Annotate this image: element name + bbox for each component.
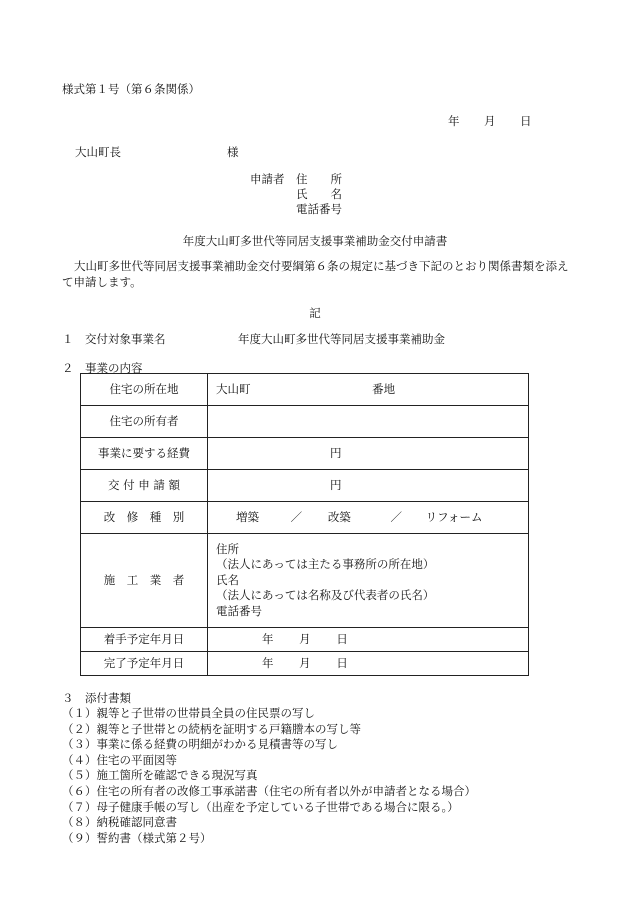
ki-marker: 記 (309, 306, 321, 320)
form-number: 様式第１号（第６条関係） (62, 82, 200, 96)
grant-cell (208, 470, 529, 502)
section1 (62, 331, 445, 348)
list-item: （７）母子健康手帳の写し（出産を予定している子世帯である場合に限る。） (62, 799, 459, 814)
end-month: 月 (299, 656, 311, 671)
contractor-name: 氏名 (216, 572, 239, 587)
location-banchi: 番地 (372, 382, 396, 397)
date-line (448, 113, 532, 130)
applicant-address-label: 住 所 (296, 172, 342, 186)
start-month: 月 (299, 632, 311, 647)
end-date-label: 完了予定年月日 (81, 652, 208, 676)
type-option-zouchiku: 増築 (236, 510, 259, 525)
list-item: （３）事業に係る経費の明細がわかる見積書等の写し (62, 737, 338, 752)
type-cell (208, 502, 529, 534)
grant-label: 交 付 申 請 額 (81, 470, 208, 502)
start-date-label: 着手予定年月日 (81, 628, 208, 652)
section1-heading: １ 交付対象事業名 (62, 332, 166, 346)
table-row (81, 406, 529, 438)
table-row (81, 652, 529, 676)
date-month: 月 (484, 114, 496, 128)
contractor-phone: 電話番号 (216, 603, 262, 618)
table-row (81, 628, 529, 652)
section3-heading: ３ 添付書類 (62, 691, 131, 705)
list-item: （６）住宅の所有者の改修工事承諾書（住宅の所有者以外が申請者となる場合） (62, 783, 476, 798)
table-row (81, 470, 529, 502)
end-date-cell (208, 652, 529, 676)
contractor-address: 住所 (216, 541, 239, 556)
location-label: 住宅の所在地 (81, 374, 208, 406)
section2-heading: ２ 事業の内容 (62, 361, 143, 375)
contractor-name-note: （法人にあっては名称及び代表者の氏名） (216, 588, 435, 603)
contractor-cell (208, 534, 529, 628)
section1-value: 年度大山町多世代等同居支援事業補助金 (238, 332, 445, 346)
date-day: 日 (520, 114, 532, 128)
list-item: （８）納税確認同意書 (62, 815, 177, 830)
cost-label: 事業に要する経費 (81, 438, 208, 470)
owner-label: 住宅の所有者 (81, 406, 208, 438)
list-item: （１）親等と子世帯の世帯員全員の住民票の写し (62, 706, 315, 720)
list-item: （２）親等と子世帯との続柄を証明する戸籍謄本の写し等 (62, 721, 361, 736)
cost-unit: 円 (330, 446, 342, 461)
grant-unit: 円 (330, 478, 342, 493)
location-cell (208, 374, 529, 406)
addressee-suffix: 様 (227, 145, 239, 159)
document-title: 年度大山町多世代等同居支援事業補助金交付申請書 (182, 234, 448, 248)
attachment-list (62, 705, 476, 845)
owner-cell (208, 406, 529, 438)
start-date-cell (208, 628, 529, 652)
table-row (81, 502, 529, 534)
type-option-kaichiku: 改築 (327, 510, 351, 525)
type-label: 改 修 種 別 (81, 502, 208, 534)
location-town: 大山町 (216, 382, 251, 397)
start-year: 年 (262, 632, 274, 647)
content-table (80, 373, 529, 676)
table-row (81, 438, 529, 470)
list-item: （４）住宅の平面図等 (62, 752, 177, 767)
applicant-phone-label: 電話番号 (296, 202, 342, 216)
applicant-prefix: 申請者 (250, 172, 285, 186)
start-day: 日 (336, 632, 348, 647)
date-year: 年 (448, 114, 460, 128)
table-row (81, 374, 529, 406)
applicant-name-label: 氏 名 (296, 187, 342, 201)
body-text: 大山町多世代等同居支援事業補助金交付要綱第６条の規定に基づき下記のとおり関係書類を添えて申請します。 (62, 259, 569, 290)
table-row (81, 534, 529, 628)
contractor-label: 施 工 業 者 (81, 534, 208, 628)
cost-cell (208, 438, 529, 470)
list-item: （９）誓約書（様式第２号） (62, 830, 212, 845)
end-day: 日 (336, 656, 348, 671)
end-year: 年 (262, 656, 274, 671)
type-separator: ／ (290, 510, 303, 525)
applicant-block (250, 171, 342, 216)
list-item: （５）施工箇所を確認できる現況写真 (62, 768, 258, 783)
type-separator: ／ (390, 510, 402, 525)
type-option-reform: リフォーム (425, 510, 483, 525)
addressee: 大山町長 (75, 145, 121, 159)
contractor-address-note: （法人にあっては主たる事務所の所在地） (216, 557, 435, 572)
